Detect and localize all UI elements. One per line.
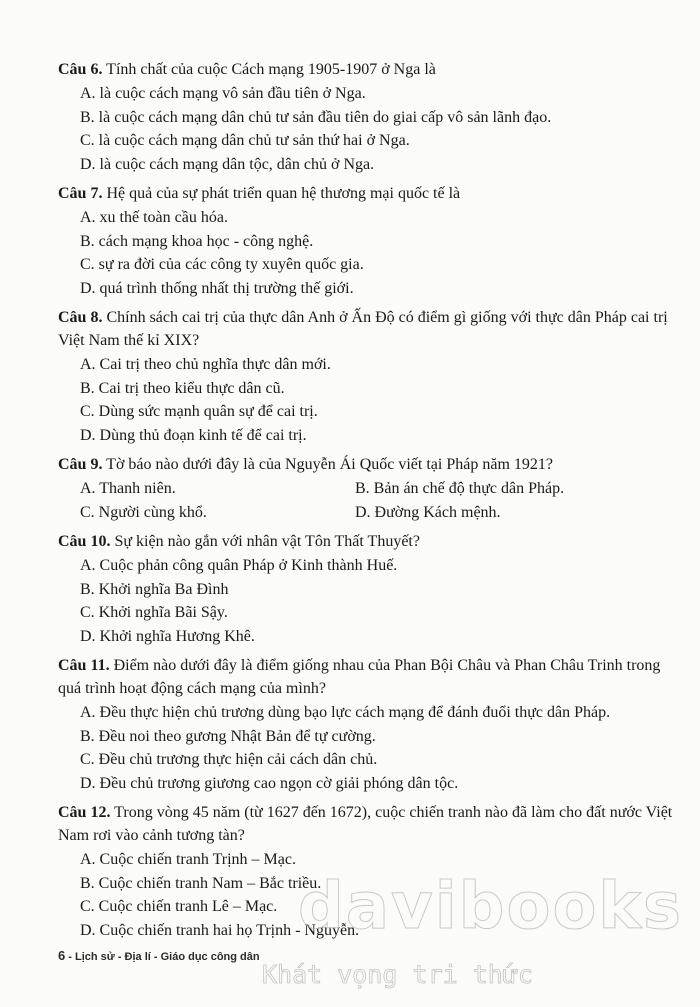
question-6 (58, 58, 678, 176)
question-list (58, 58, 678, 948)
question-number: Câu 10. (58, 533, 111, 550)
question-stem (58, 801, 678, 847)
question-number: Câu 6. (58, 61, 103, 78)
question-9 (58, 453, 678, 524)
answer-options (80, 477, 678, 524)
page-number: 6 (58, 948, 66, 963)
answer-option-d: D. Khởi nghĩa Hương Khê. (80, 627, 255, 645)
answer-option-c: C. Dùng sức mạnh quân sự để cai trị. (80, 403, 318, 420)
watermark-slogan: Khát vọng tri thức (262, 960, 533, 989)
answer-option-b: B. Cai trị theo kiểu thực dân cũ. (80, 379, 285, 397)
question-number: Câu 7. (58, 185, 103, 202)
question-7 (58, 182, 678, 300)
answer-option-c: C. sự ra đời của các công ty xuyên quốc gia. (80, 256, 364, 273)
question-text: Tờ báo nào dưới đây là của Nguyễn Ái Quốc viết tại Pháp năm 1921? (106, 456, 553, 473)
answer-options (80, 848, 678, 942)
question-text: Tính chất của cuộc Cách mạng 1905-1907 ở Nga là (106, 61, 436, 78)
answer-option-c: C. Khởi nghĩa Bãi Sậy. (80, 604, 228, 621)
question-text: Hệ quả của sự phát triển quan hệ thương mại quốc tế là (106, 185, 461, 202)
question-text: Sự kiện nào gắn với nhân vật Tôn Thất Thuyết? (114, 533, 420, 550)
question-12 (58, 801, 678, 942)
page-footer (58, 948, 260, 963)
answer-option-c: C. Đều chủ trương thực hiện cải cách dân chủ. (80, 751, 378, 768)
answer-options (80, 353, 678, 447)
watermark-brand: davibooks (298, 870, 684, 944)
question-text: Trong vòng 45 năm (từ 1627 đến 1672), cuộc chiến tranh nào đã làm cho đất nước Việt Nam rơi vào cảnh tương tàn? (58, 804, 673, 844)
answer-option-b: B. Khởi nghĩa Ba Đình (80, 580, 229, 598)
answer-option-c: C. là cuộc cách mạng dân chủ tư sản thứ hai ở Nga. (80, 132, 410, 149)
answer-option-b: B. là cuộc cách mạng dân chủ tư sản đầu tiên do giai cấp vô sản lãnh đạo. (80, 108, 552, 126)
answer-option-b: B. Cuộc chiến tranh Nam – Bắc triều. (80, 874, 322, 892)
answer-option-a: A. Cai trị theo chủ nghĩa thực dân mới. (80, 356, 331, 373)
answer-option-b: B. cách mạng khoa học - công nghệ. (80, 232, 314, 250)
question-10 (58, 530, 678, 648)
question-stem (58, 530, 678, 553)
answer-option-d: D. Dùng thủ đoạn kinh tế để cai trị. (80, 426, 307, 444)
answer-option-d: D. quá trình thống nhất thị trường thế giới. (80, 279, 354, 297)
answer-options (80, 554, 678, 648)
question-stem (58, 306, 678, 352)
question-stem (58, 182, 678, 205)
question-number: Câu 11. (58, 657, 110, 674)
answer-option-a: A. Thanh niên. (80, 480, 176, 497)
question-number: Câu 9. (58, 456, 103, 473)
question-stem (58, 453, 678, 476)
question-8 (58, 306, 678, 447)
question-stem (58, 654, 678, 700)
answer-option-a: A. xu thế toàn cầu hóa. (80, 209, 228, 226)
answer-option-c: C. Người cùng khổ. (80, 503, 207, 521)
answer-option-a: A. là cuộc cách mạng vô sản đầu tiên ở Nga. (80, 85, 366, 102)
answer-option-b: B. Đều noi theo gương Nhật Bản để tự cường. (80, 727, 376, 745)
footer-subject: - Lịch sử - Địa lí - Giáo dục công dân (65, 951, 260, 963)
question-number: Câu 12. (58, 804, 111, 821)
answer-option-d: D. Đường Kách mệnh. (355, 503, 501, 521)
answer-option-d: D. là cuộc cách mạng dân tộc, dân chủ ở Nga. (80, 155, 375, 173)
question-stem (58, 58, 678, 81)
answer-option-a: A. Cuộc chiến tranh Trịnh – Mạc. (80, 851, 296, 868)
answer-option-a: A. Cuộc phản công quân Pháp ở Kinh thành Huế. (80, 557, 398, 574)
answer-options (80, 206, 678, 300)
answer-option-d: D. Đều chủ trương giương cao ngọn cờ giải phóng dân tộc. (80, 774, 459, 792)
question-number: Câu 8. (58, 309, 103, 326)
answer-option-d: D. Cuộc chiến tranh hai họ Trịnh - Nguyễn. (80, 921, 360, 939)
answer-option-c: C. Cuộc chiến tranh Lê – Mạc. (80, 898, 278, 915)
question-11 (58, 654, 678, 795)
answer-options (80, 82, 678, 176)
answer-options (80, 701, 678, 795)
question-text: Chính sách cai trị của thực dân Anh ở Ấn Độ có điểm gì giống với thực dân Pháp cai trị Việt Nam thế kỉ XIX? (58, 309, 668, 349)
question-text: Điểm nào dưới đây là điểm giống nhau của Phan Bội Châu và Phan Châu Trinh trong quá trình hoạt động cách mạng của mình? (58, 657, 661, 697)
answer-option-a: A. Đều thực hiện chủ trương dùng bạo lực cách mạng để đánh đuổi thực dân Pháp. (80, 704, 611, 721)
answer-option-b: B. Bản án chế độ thực dân Pháp. (355, 480, 565, 497)
